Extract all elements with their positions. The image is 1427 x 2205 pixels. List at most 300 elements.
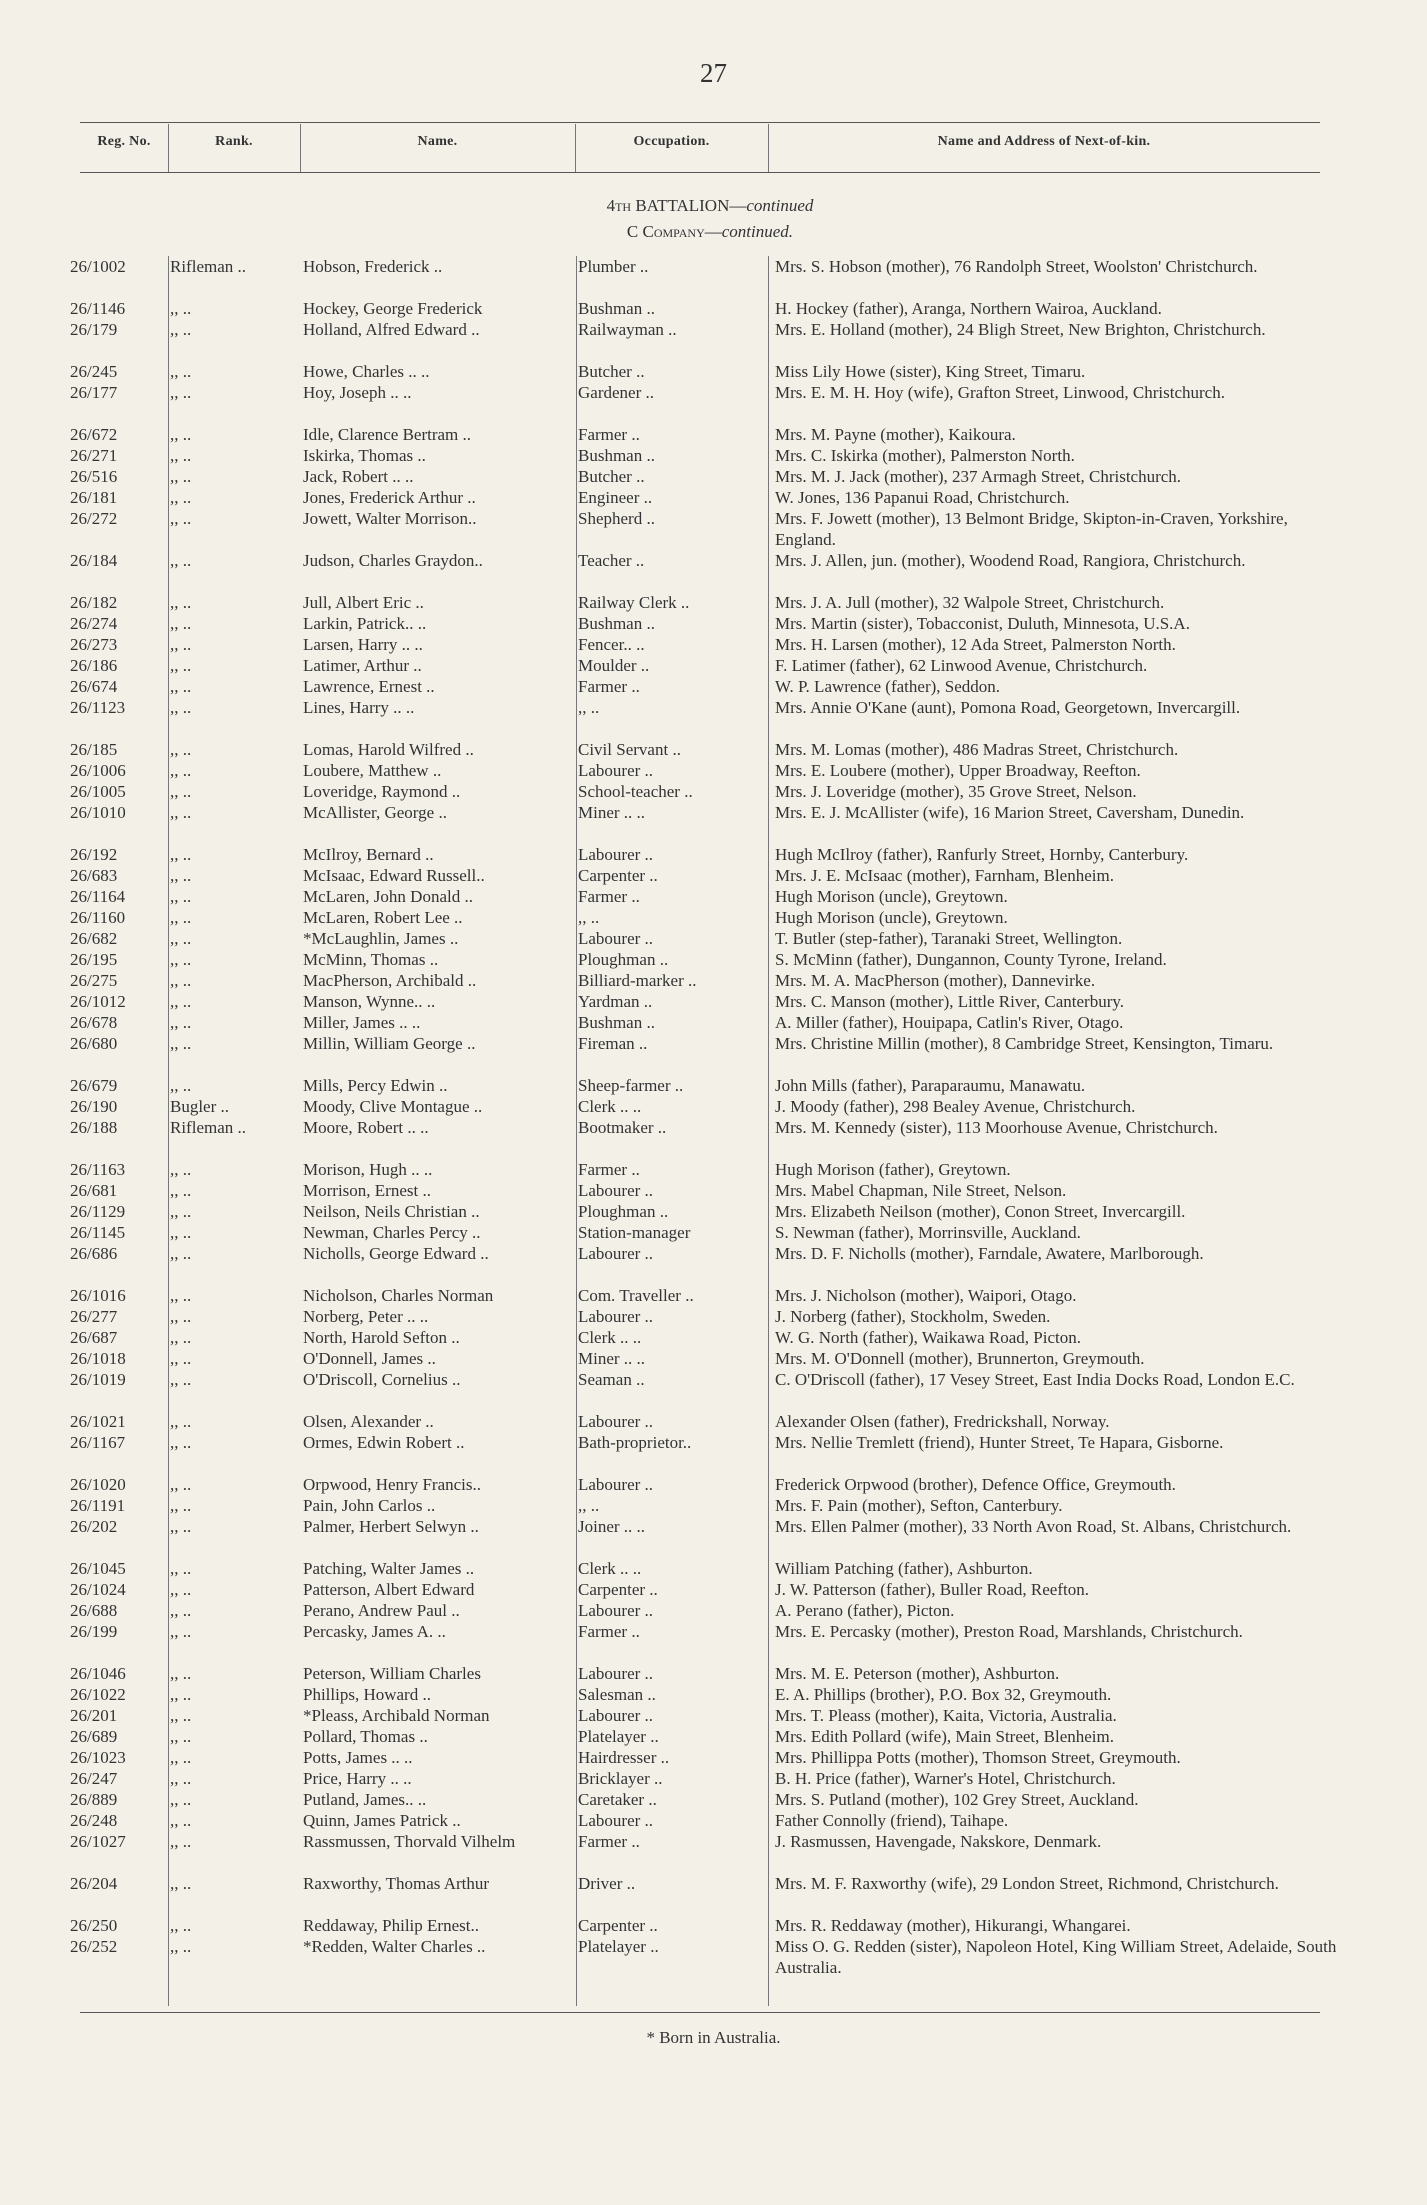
name-cell: Moody, Clive Montague .. xyxy=(303,1097,483,1116)
reg-no-cell: 26/182 xyxy=(70,593,118,612)
header-bottom-rule xyxy=(80,172,1320,173)
occupation-cell: Plumber .. xyxy=(578,257,649,276)
table-row xyxy=(0,1873,1427,1915)
table-row xyxy=(0,1411,1427,1432)
rank-cell: ,, .. xyxy=(170,1517,192,1536)
table-row xyxy=(0,256,1427,298)
rank-cell: ,, .. xyxy=(170,320,192,339)
header-rank: Rank. xyxy=(215,134,253,149)
next-of-kin-cell: Mrs. E. Holland (mother), 24 Bligh Street, New Brighton, Christchurch. xyxy=(775,320,1266,339)
name-cell: Morrison, Ernest .. xyxy=(303,1181,431,1200)
rank-cell: ,, .. xyxy=(170,1496,192,1515)
next-of-kin-cell: T. Butler (step-father), Taranaki Street, Wellington. xyxy=(775,929,1123,948)
rank-cell: ,, .. xyxy=(170,761,192,780)
next-of-kin-cell: Alexander Olsen (father), Fredrickshall, Norway. xyxy=(775,1412,1110,1431)
rank-cell: ,, .. xyxy=(170,656,192,675)
occupation-cell: Bushman .. xyxy=(578,299,655,318)
reg-no-cell: 26/1024 xyxy=(70,1580,126,1599)
occupation-cell: Farmer .. xyxy=(578,1832,640,1851)
rank-cell: ,, .. xyxy=(170,1370,192,1389)
table-row xyxy=(0,1747,1427,1768)
reg-no-cell: 26/687 xyxy=(70,1328,118,1347)
reg-no-cell: 26/1027 xyxy=(70,1832,126,1851)
table-row xyxy=(0,865,1427,886)
occupation-cell: ,, .. xyxy=(578,698,600,717)
name-cell: *McLaughlin, James .. xyxy=(303,929,459,948)
occupation-cell: Com. Traveller .. xyxy=(578,1286,694,1305)
name-cell: Miller, James .. .. xyxy=(303,1013,421,1032)
rank-cell: ,, .. xyxy=(170,1013,192,1032)
reg-no-cell: 26/1191 xyxy=(70,1496,126,1515)
rank-cell: ,, .. xyxy=(170,1664,192,1683)
reg-no-cell: 26/1016 xyxy=(70,1286,126,1305)
occupation-cell: Bushman .. xyxy=(578,614,655,633)
table-row xyxy=(0,781,1427,802)
table-row xyxy=(0,1243,1427,1285)
rank-cell: ,, .. xyxy=(170,1622,192,1641)
reg-no-cell: 26/688 xyxy=(70,1601,118,1620)
occupation-cell: Farmer .. xyxy=(578,425,640,444)
table-row xyxy=(0,1789,1427,1810)
rank-cell: ,, .. xyxy=(170,803,192,822)
name-cell: Norberg, Peter .. .. xyxy=(303,1307,429,1326)
table-row xyxy=(0,1495,1427,1516)
next-of-kin-cell: F. Latimer (father), 62 Linwood Avenue, Christchurch. xyxy=(775,656,1148,675)
table-row xyxy=(0,1180,1427,1201)
rank-cell: ,, .. xyxy=(170,467,192,486)
occupation-cell: Farmer .. xyxy=(578,1622,640,1641)
occupation-cell: School-teacher .. xyxy=(578,782,693,801)
rank-cell: ,, .. xyxy=(170,1874,192,1893)
name-cell: Pain, John Carlos .. xyxy=(303,1496,436,1515)
rank-cell: ,, .. xyxy=(170,971,192,990)
name-cell: Howe, Charles .. .. xyxy=(303,362,430,381)
next-of-kin-cell: Mrs. Phillippa Potts (mother), Thomson Street, Greymouth. xyxy=(775,1748,1181,1767)
rank-cell: ,, .. xyxy=(170,1181,192,1200)
table-row xyxy=(0,991,1427,1012)
occupation-cell: Farmer .. xyxy=(578,887,640,906)
name-cell: Jones, Frederick Arthur .. xyxy=(303,488,476,507)
battalion-prefix: 4th xyxy=(606,196,632,215)
battalion-heading xyxy=(560,196,860,216)
name-cell: Latimer, Arthur .. xyxy=(303,656,422,675)
table-row xyxy=(0,1369,1427,1411)
rank-cell: ,, .. xyxy=(170,950,192,969)
reg-no-cell: 26/179 xyxy=(70,320,118,339)
name-cell: Manson, Wynne.. .. xyxy=(303,992,436,1011)
name-cell: Lomas, Harold Wilfred .. xyxy=(303,740,474,759)
occupation-cell: Carpenter .. xyxy=(578,1916,658,1935)
next-of-kin-cell: Mrs. M. Kennedy (sister), 113 Moorhouse Avenue, Christchurch. xyxy=(775,1118,1218,1137)
next-of-kin-cell: Miss O. G. Redden (sister), Napoleon Hotel, King William Street, Adelaide, South Australia. xyxy=(775,1937,1337,1977)
reg-no-cell: 26/680 xyxy=(70,1034,118,1053)
table-row xyxy=(0,1768,1427,1789)
table-row xyxy=(0,1033,1427,1075)
name-cell: Nicholson, Charles Norman xyxy=(303,1286,494,1305)
next-of-kin-cell: W. Jones, 136 Papanui Road, Christchurch. xyxy=(775,488,1070,507)
table-row xyxy=(0,319,1427,361)
name-cell: McIsaac, Edward Russell.. xyxy=(303,866,485,885)
table-row xyxy=(0,550,1427,592)
table-row xyxy=(0,802,1427,844)
reg-no-cell: 26/1045 xyxy=(70,1559,126,1578)
rank-cell: ,, .. xyxy=(170,488,192,507)
next-of-kin-cell: Mrs. J. Nicholson (mother), Waipori, Otago. xyxy=(775,1286,1077,1305)
table-row xyxy=(0,1810,1427,1831)
name-cell: *Redden, Walter Charles .. xyxy=(303,1937,486,1956)
name-cell: Millin, William George .. xyxy=(303,1034,476,1053)
name-cell: Jull, Albert Eric .. xyxy=(303,593,424,612)
reg-no-cell: 26/186 xyxy=(70,656,118,675)
name-cell: Judson, Charles Graydon.. xyxy=(303,551,483,570)
occupation-cell: Teacher .. xyxy=(578,551,645,570)
rank-cell: Rifleman .. xyxy=(170,257,247,276)
name-cell: MacPherson, Archibald .. xyxy=(303,971,477,990)
occupation-cell: Labourer .. xyxy=(578,1181,654,1200)
name-cell: Patterson, Albert Edward xyxy=(303,1580,475,1599)
rank-cell: ,, .. xyxy=(170,1769,192,1788)
name-cell: Morison, Hugh .. .. xyxy=(303,1160,433,1179)
company-continued: continued. xyxy=(721,222,794,241)
table-row xyxy=(0,1726,1427,1747)
next-of-kin-cell: B. H. Price (father), Warner's Hotel, Christchurch. xyxy=(775,1769,1116,1788)
rank-cell: ,, .. xyxy=(170,635,192,654)
reg-no-cell: 26/188 xyxy=(70,1118,118,1137)
next-of-kin-cell: Mrs. Elizabeth Neilson (mother), Conon Street, Invercargill. xyxy=(775,1202,1186,1221)
occupation-cell: Station-manager xyxy=(578,1223,691,1242)
table-row xyxy=(0,1306,1427,1327)
reg-no-cell: 26/252 xyxy=(70,1937,118,1956)
name-cell: McLaren, Robert Lee .. xyxy=(303,908,463,927)
table-row xyxy=(0,1558,1427,1579)
name-cell: McAllister, George .. xyxy=(303,803,447,822)
rank-cell: ,, .. xyxy=(170,425,192,444)
table-row xyxy=(0,361,1427,382)
next-of-kin-cell: Mrs. Mabel Chapman, Nile Street, Nelson. xyxy=(775,1181,1067,1200)
page-number: 27 xyxy=(700,58,727,88)
occupation-cell: Labourer .. xyxy=(578,929,654,948)
table-row xyxy=(0,1579,1427,1600)
name-cell: Neilson, Neils Christian .. xyxy=(303,1202,480,1221)
reg-no-cell: 26/889 xyxy=(70,1790,118,1809)
reg-no-cell: 26/184 xyxy=(70,551,118,570)
table-row xyxy=(0,1285,1427,1306)
occupation-cell: Caretaker .. xyxy=(578,1790,657,1809)
reg-no-cell: 26/1146 xyxy=(70,299,126,318)
reg-no-cell: 26/177 xyxy=(70,383,118,402)
footer-rule xyxy=(80,2012,1320,2013)
rank-cell: ,, .. xyxy=(170,1412,192,1431)
reg-no-cell: 26/202 xyxy=(70,1517,118,1536)
rank-cell: ,, .. xyxy=(170,1076,192,1095)
reg-no-cell: 26/1020 xyxy=(70,1475,126,1494)
next-of-kin-cell: H. Hockey (father), Aranga, Northern Wairoa, Auckland. xyxy=(775,299,1162,318)
reg-no-cell: 26/1012 xyxy=(70,992,126,1011)
next-of-kin-cell: Mrs. D. F. Nicholls (mother), Farndale, Awatere, Marlborough. xyxy=(775,1244,1204,1263)
next-of-kin-cell: Mrs. J. Allen, jun. (mother), Woodend Road, Rangiora, Christchurch. xyxy=(775,551,1246,570)
table-row xyxy=(0,1474,1427,1495)
rank-cell: ,, .. xyxy=(170,782,192,801)
next-of-kin-cell: S. McMinn (father), Dungannon, County Tyrone, Ireland. xyxy=(775,950,1167,969)
occupation-cell: Farmer .. xyxy=(578,1160,640,1179)
occupation-cell: Billiard-marker .. xyxy=(578,971,697,990)
rank-cell: ,, .. xyxy=(170,1202,192,1221)
occupation-cell: Platelayer .. xyxy=(578,1727,659,1746)
table-row xyxy=(0,676,1427,697)
reg-no-cell: 26/1164 xyxy=(70,887,126,906)
table-row xyxy=(0,907,1427,928)
next-of-kin-cell: Mrs. E. J. McAllister (wife), 16 Marion Street, Caversham, Dunedin. xyxy=(775,803,1245,822)
reg-no-cell: 26/679 xyxy=(70,1076,118,1095)
name-cell: O'Donnell, James .. xyxy=(303,1349,436,1368)
company-heading xyxy=(560,222,860,242)
reg-no-cell: 26/204 xyxy=(70,1874,118,1893)
reg-no-cell: 26/192 xyxy=(70,845,118,864)
occupation-cell: Clerk .. .. xyxy=(578,1559,642,1578)
reg-no-cell: 26/1010 xyxy=(70,803,126,822)
battalion-name: BATTALION— xyxy=(635,196,747,215)
name-cell: Patching, Walter James .. xyxy=(303,1559,475,1578)
name-cell: Peterson, William Charles xyxy=(303,1664,481,1683)
table-row xyxy=(0,1663,1427,1684)
name-cell: Putland, James.. .. xyxy=(303,1790,427,1809)
table-row xyxy=(0,613,1427,634)
occupation-cell: Labourer .. xyxy=(578,845,654,864)
next-of-kin-cell: Mrs. Martin (sister), Tobacconist, Duluth, Minnesota, U.S.A. xyxy=(775,614,1190,633)
table-row xyxy=(0,508,1427,550)
reg-no-cell: 26/275 xyxy=(70,971,118,990)
rank-cell: ,, .. xyxy=(170,1244,192,1263)
next-of-kin-cell: Mrs. F. Jowett (mother), 13 Belmont Bridge, Skipton-in-Craven, Yorkshire, England. xyxy=(775,509,1288,549)
next-of-kin-cell: Mrs. M. Lomas (mother), 486 Madras Street, Christchurch. xyxy=(775,740,1179,759)
name-cell: Jack, Robert .. .. xyxy=(303,467,414,486)
occupation-cell: Clerk .. .. xyxy=(578,1328,642,1347)
next-of-kin-cell: Mrs. C. Iskirka (mother), Palmerston North. xyxy=(775,446,1075,465)
reg-no-cell: 26/199 xyxy=(70,1622,118,1641)
rank-cell: ,, .. xyxy=(170,845,192,864)
next-of-kin-cell: Hugh McIlroy (father), Ranfurly Street, Hornby, Canterbury. xyxy=(775,845,1189,864)
name-cell: Olsen, Alexander .. xyxy=(303,1412,434,1431)
name-cell: Moore, Robert .. .. xyxy=(303,1118,429,1137)
table-row xyxy=(0,1159,1427,1180)
name-cell: McMinn, Thomas .. xyxy=(303,950,439,969)
table-row xyxy=(0,697,1427,739)
occupation-cell: Bath-proprietor.. xyxy=(578,1433,692,1452)
reg-no-cell: 26/1019 xyxy=(70,1370,126,1389)
next-of-kin-cell: Mrs. J. A. Jull (mother), 32 Walpole Street, Christchurch. xyxy=(775,593,1165,612)
occupation-cell: Fencer.. .. xyxy=(578,635,645,654)
table-row xyxy=(0,487,1427,508)
name-cell: Hobson, Frederick .. xyxy=(303,257,443,276)
occupation-cell: ,, .. xyxy=(578,1496,600,1515)
next-of-kin-cell: Mrs. J. E. McIsaac (mother), Farnham, Blenheim. xyxy=(775,866,1114,885)
table-row xyxy=(0,424,1427,445)
next-of-kin-cell: Mrs. S. Putland (mother), 102 Grey Street, Auckland. xyxy=(775,1790,1139,1809)
reg-no-cell: 26/1163 xyxy=(70,1160,126,1179)
next-of-kin-cell: Mrs. H. Larsen (mother), 12 Ada Street, Palmerston North. xyxy=(775,635,1176,654)
next-of-kin-cell: C. O'Driscoll (father), 17 Vesey Street, East India Docks Road, London E.C. xyxy=(775,1370,1295,1389)
next-of-kin-cell: William Patching (father), Ashburton. xyxy=(775,1559,1033,1578)
rank-cell: ,, .. xyxy=(170,1706,192,1725)
name-cell: Loveridge, Raymond .. xyxy=(303,782,461,801)
reg-no-cell: 26/247 xyxy=(70,1769,118,1788)
reg-no-cell: 26/1129 xyxy=(70,1202,126,1221)
occupation-cell: Miner .. .. xyxy=(578,803,646,822)
rank-cell: ,, .. xyxy=(170,551,192,570)
table-row xyxy=(0,592,1427,613)
rank-cell: ,, .. xyxy=(170,908,192,927)
name-cell: Jowett, Walter Morrison.. xyxy=(303,509,477,528)
rank-cell: ,, .. xyxy=(170,740,192,759)
reg-no-cell: 26/682 xyxy=(70,929,118,948)
occupation-cell: ,, .. xyxy=(578,908,600,927)
next-of-kin-cell: Father Connolly (friend), Taihape. xyxy=(775,1811,1009,1830)
reg-no-cell: 26/1046 xyxy=(70,1664,126,1683)
occupation-cell: Labourer .. xyxy=(578,1706,654,1725)
next-of-kin-cell: Mrs. M. F. Raxworthy (wife), 29 London Street, Richmond, Christchurch. xyxy=(775,1874,1279,1893)
next-of-kin-cell: J. Rasmussen, Havengade, Nakskore, Denmark. xyxy=(775,1832,1102,1851)
name-cell: North, Harold Sefton .. xyxy=(303,1328,460,1347)
table-row xyxy=(0,1222,1427,1243)
rank-cell: ,, .. xyxy=(170,1811,192,1830)
next-of-kin-cell: Mrs. Annie O'Kane (aunt), Pomona Road, Georgetown, Invercargill. xyxy=(775,698,1241,717)
occupation-cell: Clerk .. .. xyxy=(578,1097,642,1116)
occupation-cell: Bootmaker .. xyxy=(578,1118,667,1137)
name-cell: Hockey, George Frederick xyxy=(303,299,483,318)
rank-cell: ,, .. xyxy=(170,509,192,528)
occupation-cell: Joiner .. .. xyxy=(578,1517,646,1536)
name-cell: Phillips, Howard .. xyxy=(303,1685,431,1704)
occupation-cell: Yardman .. xyxy=(578,992,653,1011)
reg-no-cell: 26/1021 xyxy=(70,1412,126,1431)
occupation-cell: Bricklayer .. xyxy=(578,1769,663,1788)
occupation-cell: Labourer .. xyxy=(578,761,654,780)
table-row xyxy=(0,1075,1427,1096)
rank-cell: ,, .. xyxy=(170,1685,192,1704)
reg-no-cell: 26/686 xyxy=(70,1244,118,1263)
next-of-kin-cell: Frederick Orpwood (brother), Defence Office, Greymouth. xyxy=(775,1475,1176,1494)
rank-cell: ,, .. xyxy=(170,1307,192,1326)
reg-no-cell: 26/185 xyxy=(70,740,118,759)
table-row xyxy=(0,739,1427,760)
name-cell: Raxworthy, Thomas Arthur xyxy=(303,1874,490,1893)
name-cell: Lines, Harry .. .. xyxy=(303,698,415,717)
table-row xyxy=(0,1621,1427,1663)
next-of-kin-cell: E. A. Phillips (brother), P.O. Box 32, Greymouth. xyxy=(775,1685,1112,1704)
rank-cell: ,, .. xyxy=(170,1601,192,1620)
table-row xyxy=(0,1117,1427,1159)
occupation-cell: Bushman .. xyxy=(578,1013,655,1032)
occupation-cell: Railwayman .. xyxy=(578,320,677,339)
reg-no-cell: 26/683 xyxy=(70,866,118,885)
name-cell: Palmer, Herbert Selwyn .. xyxy=(303,1517,479,1536)
header-reg-no: Reg. No. xyxy=(97,134,151,149)
reg-no-cell: 26/1160 xyxy=(70,908,126,927)
rank-cell: ,, .. xyxy=(170,362,192,381)
occupation-cell: Labourer .. xyxy=(578,1601,654,1620)
header-next-of-kin: Name and Address of Next-of-kin. xyxy=(937,134,1151,149)
next-of-kin-cell: W. P. Lawrence (father), Seddon. xyxy=(775,677,1001,696)
rank-cell: ,, .. xyxy=(170,1937,192,1956)
next-of-kin-cell: John Mills (father), Paraparaumu, Manawatu. xyxy=(775,1076,1086,1095)
next-of-kin-cell: Mrs. J. Loveridge (mother), 35 Grove Street, Nelson. xyxy=(775,782,1137,801)
table-row xyxy=(0,1348,1427,1369)
name-cell: Quinn, James Patrick .. xyxy=(303,1811,461,1830)
occupation-cell: Ploughman .. xyxy=(578,1202,669,1221)
name-cell: Orpwood, Henry Francis.. xyxy=(303,1475,481,1494)
next-of-kin-cell: Mrs. S. Hobson (mother), 76 Randolph Street, Woolston' Christchurch. xyxy=(775,257,1258,276)
reg-no-cell: 26/1167 xyxy=(70,1433,126,1452)
roll-table xyxy=(0,256,1427,1978)
occupation-cell: Ploughman .. xyxy=(578,950,669,969)
table-row xyxy=(0,844,1427,865)
rank-cell: ,, .. xyxy=(170,698,192,717)
name-cell: Larsen, Harry .. .. xyxy=(303,635,423,654)
next-of-kin-cell: A. Miller (father), Houipapa, Catlin's River, Otago. xyxy=(775,1013,1124,1032)
name-cell: Percasky, James A. .. xyxy=(303,1622,446,1641)
header-top-rule xyxy=(80,122,1320,123)
occupation-cell: Platelayer .. xyxy=(578,1937,659,1956)
table-row xyxy=(0,1831,1427,1873)
next-of-kin-cell: A. Perano (father), Picton. xyxy=(775,1601,955,1620)
reg-no-cell: 26/1002 xyxy=(70,257,126,276)
name-cell: Newman, Charles Percy .. xyxy=(303,1223,481,1242)
occupation-cell: Butcher .. xyxy=(578,362,645,381)
table-row xyxy=(0,1915,1427,1936)
reg-no-cell: 26/245 xyxy=(70,362,118,381)
reg-no-cell: 26/201 xyxy=(70,1706,118,1725)
occupation-cell: Railway Clerk .. xyxy=(578,593,690,612)
table-row xyxy=(0,1012,1427,1033)
table-row xyxy=(0,634,1427,655)
reg-no-cell: 26/271 xyxy=(70,446,118,465)
occupation-cell: Butcher .. xyxy=(578,467,645,486)
name-cell: McLaren, John Donald .. xyxy=(303,887,473,906)
reg-no-cell: 26/1123 xyxy=(70,698,126,717)
table-row xyxy=(0,1936,1427,1978)
occupation-cell: Labourer .. xyxy=(578,1307,654,1326)
rank-cell: ,, .. xyxy=(170,383,192,402)
name-cell: Perano, Andrew Paul .. xyxy=(303,1601,460,1620)
rank-cell: Rifleman .. xyxy=(170,1118,247,1137)
rank-cell: ,, .. xyxy=(170,299,192,318)
occupation-cell: Moulder .. xyxy=(578,656,650,675)
rank-cell: ,, .. xyxy=(170,614,192,633)
reg-no-cell: 26/272 xyxy=(70,509,118,528)
name-cell: Loubere, Matthew .. xyxy=(303,761,442,780)
table-row xyxy=(0,1684,1427,1705)
rank-cell: ,, .. xyxy=(170,446,192,465)
occupation-cell: Bushman .. xyxy=(578,446,655,465)
occupation-cell: Shepherd .. xyxy=(578,509,655,528)
header-occupation: Occupation. xyxy=(633,134,710,149)
name-cell: Potts, James .. .. xyxy=(303,1748,413,1767)
rank-cell: ,, .. xyxy=(170,1328,192,1347)
table-row xyxy=(0,655,1427,676)
next-of-kin-cell: Mrs. E. Loubere (mother), Upper Broadway, Reefton. xyxy=(775,761,1141,780)
reg-no-cell: 26/672 xyxy=(70,425,118,444)
occupation-cell: Labourer .. xyxy=(578,1244,654,1263)
rank-cell: ,, .. xyxy=(170,677,192,696)
rank-cell: ,, .. xyxy=(170,593,192,612)
name-cell: Ormes, Edwin Robert .. xyxy=(303,1433,465,1452)
name-cell: Holland, Alfred Edward .. xyxy=(303,320,480,339)
rank-cell: ,, .. xyxy=(170,1790,192,1809)
reg-no-cell: 26/689 xyxy=(70,1727,118,1746)
table-row xyxy=(0,970,1427,991)
occupation-cell: Labourer .. xyxy=(578,1811,654,1830)
rank-cell: ,, .. xyxy=(170,1916,192,1935)
